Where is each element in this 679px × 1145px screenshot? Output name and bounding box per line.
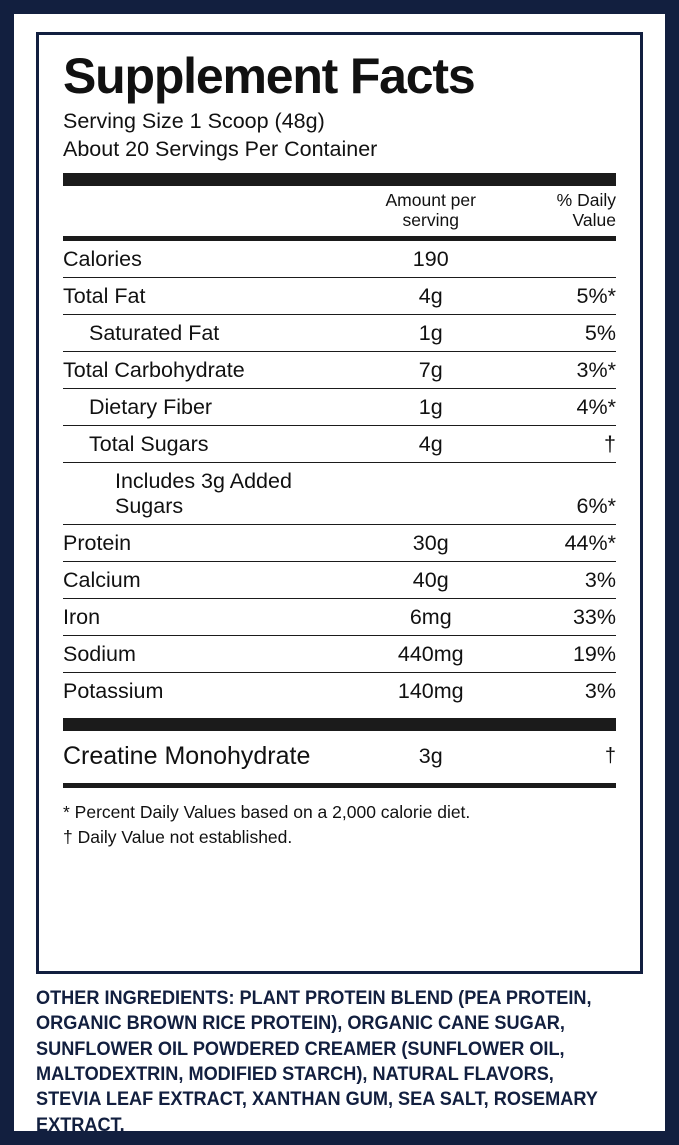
footnote-dagger: † Daily Value not established. [63, 827, 293, 848]
footnotes [63, 800, 616, 851]
table-row [63, 635, 616, 672]
row-name: Iron [63, 598, 356, 635]
row-amount: 4g [356, 425, 505, 462]
header-amount-per-serving [356, 186, 505, 238]
other-ingredients [36, 986, 605, 1138]
header-daily-value [505, 186, 616, 238]
table-row [63, 277, 616, 314]
row-daily-value: 3% [505, 561, 616, 598]
row-name: Total Fat [63, 277, 356, 314]
row-name: Saturated Fat [63, 314, 356, 351]
row-name: Potassium [63, 672, 356, 709]
row-daily-value [505, 238, 616, 277]
table-row [63, 731, 616, 783]
row-daily-value: 3%* [505, 351, 616, 388]
row-name: Dietary Fiber [63, 388, 356, 425]
nutrition-table [63, 186, 616, 709]
row-name: Calcium [63, 561, 356, 598]
row-daily-value: 4%* [505, 388, 616, 425]
row-name: Total Carbohydrate [63, 351, 356, 388]
row-amount: 4g [356, 277, 505, 314]
row-daily-value: 5%* [505, 277, 616, 314]
row-amount: 6mg [356, 598, 505, 635]
row-amount: 40g [356, 561, 505, 598]
divider-creatine-bottom [63, 783, 616, 788]
table-row [63, 351, 616, 388]
table-row [63, 462, 616, 524]
table-row [63, 561, 616, 598]
table-row [63, 388, 616, 425]
row-amount [356, 462, 505, 524]
row-daily-value: † [604, 744, 616, 767]
servings-per-container-text: About 20 Servings Per Container [63, 136, 378, 161]
header-amount-line2: serving [402, 209, 459, 230]
serving-size-text: Serving Size 1 Scoop (48g) [63, 109, 325, 133]
supplement-facts-panel [36, 32, 643, 974]
row-amount: 30g [356, 524, 505, 561]
row-amount: 190 [356, 238, 505, 277]
creatine-table [63, 731, 616, 783]
row-amount: 1g [356, 388, 505, 425]
row-daily-value: 33% [505, 598, 616, 635]
row-daily-value: 44%* [505, 524, 616, 561]
table-row [63, 238, 616, 277]
row-name: Calories [63, 238, 356, 277]
row-name: Total Sugars [63, 425, 356, 462]
table-row [63, 598, 616, 635]
divider-thick-creatine-top [63, 718, 616, 731]
other-ingredients-text: PLANT PROTEIN BLEND (PEA PROTEIN, ORGANIC BROWN RICE PROTEIN), ORGANIC CANE SUGAR, SUNFLOWER OIL POWDERED CREAMER (SUNFLOWER OIL, MALTODEXTRIN, MODIFIED STARCH), NATURAL FLAVORS, STEVIA LEAF EXTRACT, XANTHAN GUM, SEA SALT, ROSEMARY EXTRACT. [36, 987, 598, 1136]
header-blank [63, 186, 356, 238]
table-header-row [63, 186, 616, 238]
table-row [63, 314, 616, 351]
footnote-percent-daily-value: * Percent Daily Values based on a 2,000 calorie diet. [63, 801, 471, 822]
row-name: Sodium [63, 635, 356, 672]
row-amount: 440mg [356, 635, 505, 672]
table-row [63, 425, 616, 462]
header-dv-line1: % Daily [556, 189, 616, 210]
creatine-section [63, 731, 616, 783]
header-dv-line2: Value [572, 209, 616, 230]
panel-title: Supplement Facts [63, 48, 475, 104]
table-row [63, 524, 616, 561]
row-name: Includes 3g Added Sugars [63, 462, 356, 524]
row-name: Protein [63, 524, 356, 561]
row-amount: 3g [418, 743, 443, 768]
other-ingredients-label: OTHER INGREDIENTS: [36, 987, 235, 1009]
divider-thick-top [63, 173, 616, 186]
row-amount: 1g [356, 314, 505, 351]
row-daily-value: 3% [505, 672, 616, 709]
row-daily-value: 6%* [505, 462, 616, 524]
row-daily-value: † [505, 425, 616, 462]
row-daily-value: 19% [505, 635, 616, 672]
row-name: Creatine Monohydrate [63, 741, 311, 770]
row-amount: 7g [356, 351, 505, 388]
table-row [63, 672, 616, 709]
header-amount-line1: Amount per [385, 189, 476, 210]
row-daily-value: 5% [505, 314, 616, 351]
label-inner-white-area [14, 14, 665, 1136]
row-amount: 140mg [356, 672, 505, 709]
